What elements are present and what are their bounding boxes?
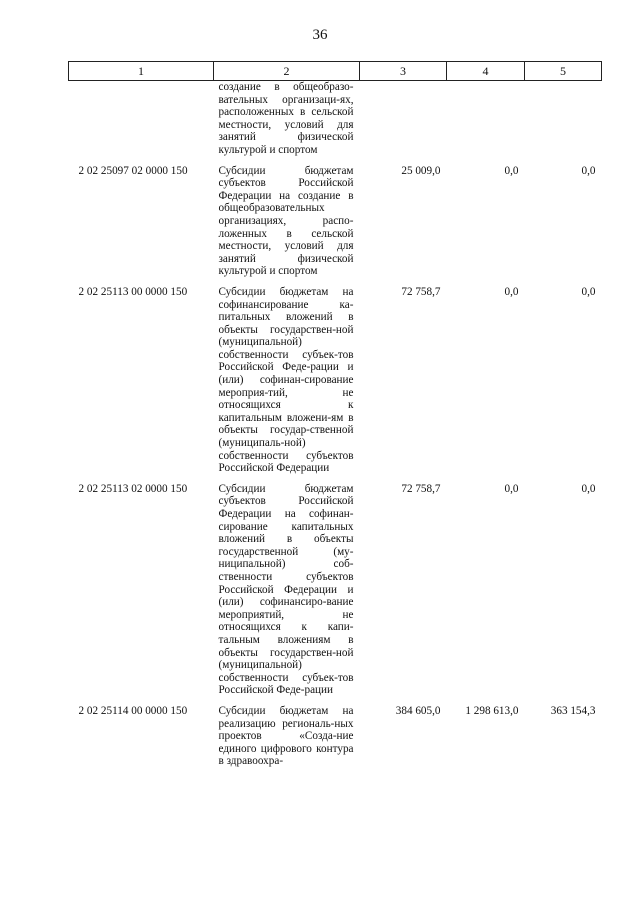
amount-col-3: 72 758,7	[401, 482, 441, 495]
header-col-4: 4	[447, 62, 525, 81]
table-row	[69, 81, 602, 165]
item-description: Субсидии бюджетам субъектов Российской Федерации на создание в общеобразовательных организациях, распо-ложенных в сельской местности, условий для занятий физической культурой и спортом	[218, 164, 354, 278]
amount-col-5: 363 154,3	[550, 704, 596, 717]
budget-code: 2 02 25113 00 0000 150	[78, 285, 188, 298]
amount-col-5: 0,0	[581, 482, 596, 495]
budget-code: 2 02 25114 00 0000 150	[78, 704, 188, 717]
table-row	[69, 483, 602, 705]
table-row	[69, 705, 602, 776]
amount-col-5	[525, 81, 602, 165]
amount-col-4: 0,0	[504, 285, 519, 298]
budget-code: 2 02 25113 02 0000 150	[78, 482, 188, 495]
item-description: Субсидии бюджетам на софинансирование ка-питальных вложений в объекты государствен-ной (муниципальной) собственности субъек-тов Российской Феде-рации и (или) софинан-сирование мероприя-тий, не относящихся к капитальным вложени-ям в объекты государ-ственной (муниципаль-ной) собственности субъектов Российской Федерации	[218, 285, 354, 475]
budget-code: 2 02 25097 02 0000 150	[78, 164, 188, 177]
amount-col-3: 72 758,7	[401, 285, 441, 298]
item-description: Субсидии бюджетам на реализацию региональ-ных проектов «Созда-ние единого цифрового контура в здравоохра-	[218, 704, 354, 768]
amount-col-4: 1 298 613,0	[465, 704, 519, 717]
amount-col-4: 0,0	[504, 482, 519, 495]
header-col-1: 1	[69, 62, 214, 81]
table-header-row	[69, 62, 602, 81]
amount-col-3	[360, 81, 447, 165]
amount-col-5: 0,0	[581, 285, 596, 298]
header-col-5: 5	[525, 62, 602, 81]
budget-table	[68, 61, 602, 776]
table-row	[69, 165, 602, 286]
table-row	[69, 286, 602, 483]
item-description: создание в общеобразо-вательных организаци-ях, расположенных в сельской местности, условий для занятий физической культурой и спортом	[218, 81, 354, 156]
amount-col-4: 0,0	[504, 164, 519, 177]
header-col-2: 2	[214, 62, 360, 81]
budget-code	[69, 81, 214, 165]
page-number: 36	[312, 27, 328, 43]
item-description: Субсидии бюджетам субъектов Российской Федерации на софинан-сирование капитальных вложений в объекты государственной (му-ниципальной) соб-ственности субъектов Российской Федерации и (или) софинансиро-вание мероприятий, не относящихся к капи-тальным вложениям в объекты государствен-ной (муниципальной) собственности субъек-тов Российской Феде-рации	[218, 482, 354, 697]
amount-col-3: 384 605,0	[395, 704, 441, 717]
amount-col-3: 25 009,0	[401, 164, 441, 177]
header-col-3: 3	[360, 62, 447, 81]
amount-col-5: 0,0	[581, 164, 596, 177]
amount-col-4	[447, 81, 525, 165]
